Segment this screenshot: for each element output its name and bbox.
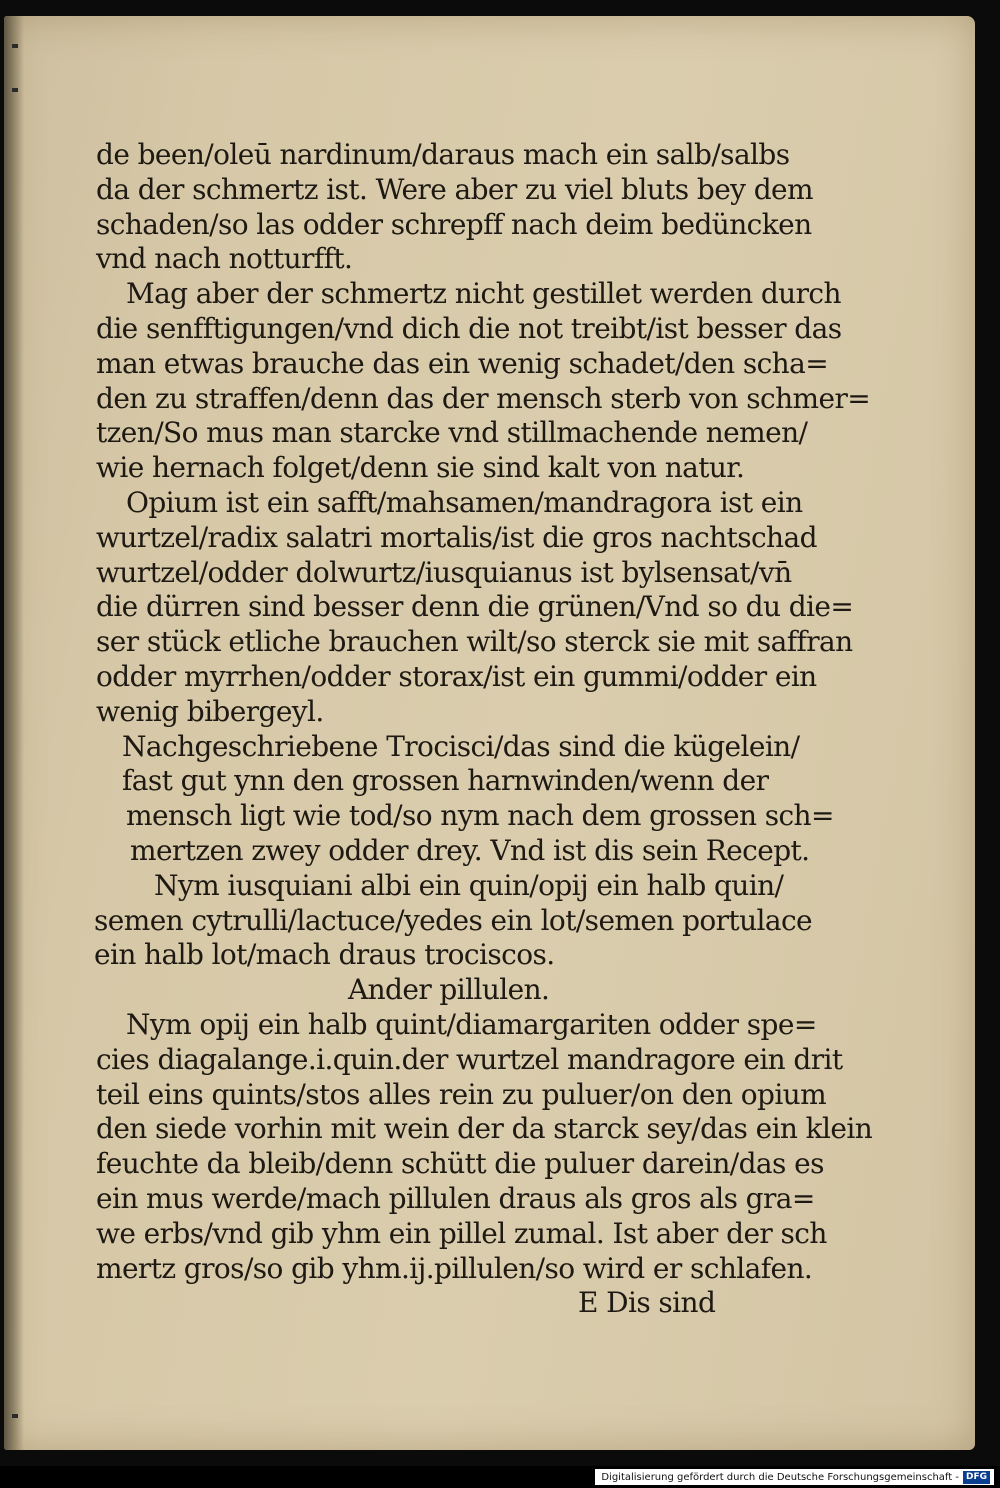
text-line: fast gut ynn den grossen harnwinden/wenn der [122,764,769,798]
funding-notice: Digitalisierung gefördert durch die Deutsche Forschungsgemeinschaft - [601,1471,959,1483]
funding-footer [595,1469,994,1485]
text-line: cies diagalange.i.quin.der wurtzel mandragore ein drit [96,1042,843,1076]
text-line: wie hernach folget/denn sie sind kalt von natur. [96,451,745,485]
text-line: ein halb lot/mach draus trociscos. [94,938,555,972]
text-line: odder myrrhen/odder storax/ist ein gummi/odder ein [96,659,817,693]
text-line: Nachgeschriebene Trocisci/das sind die kügelein/ [122,729,800,763]
page-text [92,138,873,1321]
section-heading: Ander pillulen. [348,973,550,1007]
text-line: teil eins quints/stos alles rein zu puluer/on den opium [96,1077,827,1111]
text-line: wurtzel/odder dolwurtz/iusquianus ist bylsensat/vn̄ [96,555,792,589]
text-line: man etwas brauche das ein wenig schadet/den scha= [96,346,829,380]
text-line: mertz gros/so gib yhm.ij.pillulen/so wird er schlafen. [96,1251,813,1285]
text-line: de been/oleū nardinum/daraus mach ein salb/salbs [96,138,790,171]
text-line: mensch ligt wie tod/so nym nach dem grossen sch= [126,799,834,833]
text-line: tzen/So mus man starcke vnd stillmachende nemen/ [96,416,808,450]
binding-mark [12,44,18,48]
binding-gutter [4,16,24,1450]
text-line: die senfftigungen/vnd dich die not treibt/ist besser das [96,311,842,345]
text-line: da der schmertz ist. Were aber zu viel bluts bey dem [96,172,813,206]
text-line: Nym iusquiani albi ein quin/opij ein halb quin/ [154,868,784,902]
text-line: den siede vorhin mit wein der da starck sey/das ein klein [96,1112,873,1146]
book-page [4,16,975,1450]
text-line: we erbs/vnd gib yhm ein pillel zumal. Ist aber der sch [96,1216,827,1250]
text-line: semen cytrulli/lactuce/yedes ein lot/semen portulace [94,903,813,937]
text-line: Mag aber der schmertz nicht gestillet werden durch [126,277,841,311]
text-line: schaden/so las odder schrepff nach deim bedüncken [96,207,812,241]
text-line: Opium ist ein safft/mahsamen/mandragora ist ein [126,485,803,519]
text-line: ein mus werde/mach pillulen draus als gros als gra= [96,1181,815,1215]
text-line: wenig bibergeyl. [96,694,324,728]
dfg-logo: DFG [963,1471,990,1484]
binding-mark [12,1414,18,1418]
text-line: mertzen zwey odder drey. Vnd ist dis sein Recept. [130,833,810,867]
text-line: vnd nach notturfft. [96,242,353,276]
text-line: die dürren sind besser denn die grünen/Vnd so du die= [96,590,854,624]
text-line: ser stück etliche brauchen wilt/so sterck sie mit saffran [96,625,853,659]
text-line: wurtzel/radix salatri mortalis/ist die gros nachtschad [96,520,817,554]
text-line: den zu straffen/denn das der mensch sterb von schmer= [96,381,871,415]
text-line: feuchte da bleib/denn schütt die puluer darein/das es [96,1147,824,1181]
text-line: Nym opij ein halb quint/diamargariten odder spe= [126,1007,817,1041]
binding-mark [12,88,18,92]
catchword-line: E Dis sind [578,1286,716,1320]
